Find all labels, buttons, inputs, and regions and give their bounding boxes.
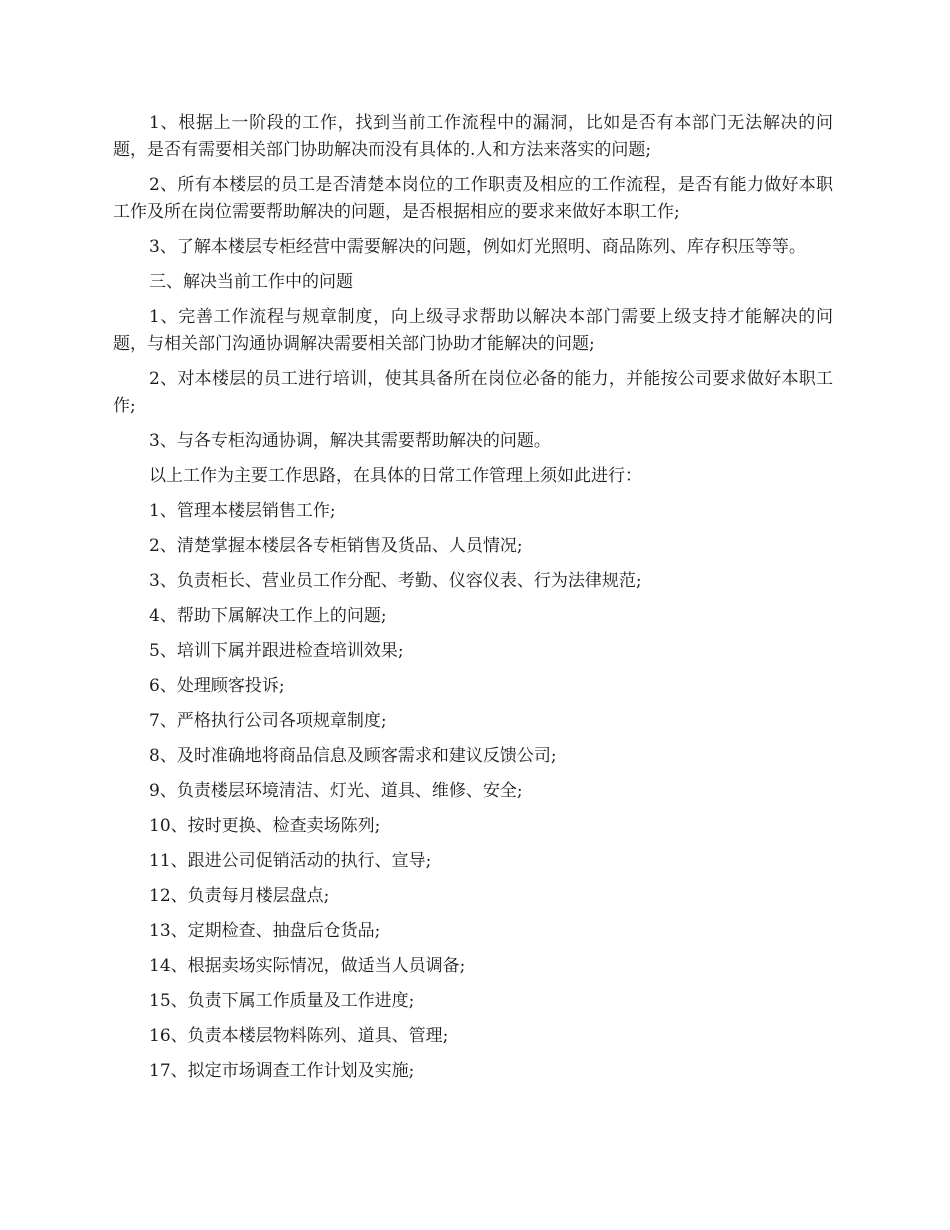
list-item: 16、负责本楼层物料陈列、道具、管理;: [149, 1026, 449, 1046]
list-item: 11、跟进公司促销活动的执行、宣导;: [149, 851, 432, 871]
paragraph: 以上工作为主要工作思路，在具体的日常工作管理上须如此进行：: [149, 466, 642, 486]
list-item: 7、严格执行公司各项规章制度;: [149, 711, 387, 731]
list-item: 10、按时更换、检查卖场陈列;: [149, 816, 381, 836]
list-item: 1、管理本楼层销售工作;: [149, 501, 336, 521]
list-item: 5、培训下属并跟进检查培训效果;: [149, 641, 404, 661]
paragraph: 2、对本楼层的员工进行培训，使其具备所在岗位必备的能力，并能按公司要求做好本职工作;: [113, 369, 833, 416]
list-item: 14、根据卖场实际情况，做适当人员调备;: [149, 956, 466, 976]
list-item: 9、负责楼层环境清洁、灯光、道具、维修、安全;: [149, 781, 523, 801]
paragraph: 3、了解本楼层专柜经营中需要解决的问题，例如灯光照明、商品陈列、库存积压等等。: [149, 237, 806, 257]
section-heading: 三、解决当前工作中的问题: [149, 272, 353, 292]
list-item: 6、处理顾客投诉;: [149, 676, 285, 696]
list-item: 12、负责每月楼层盘点;: [149, 886, 330, 906]
list-item: 3、负责柜长、营业员工作分配、考勤、仪容仪表、行为法律规范;: [149, 571, 642, 591]
list-item: 4、帮助下属解决工作上的问题;: [149, 606, 387, 626]
list-item: 8、及时准确地将商品信息及顾客需求和建议反馈公司;: [149, 746, 557, 766]
list-item: 13、定期检查、抽盘后仓货品;: [149, 921, 381, 941]
paragraph: 3、与各专柜沟通协调，解决其需要帮助解决的问题。: [149, 431, 551, 451]
paragraph: 1、完善工作流程与规章制度，向上级寻求帮助以解决本部门需要上级支持才能解决的问题，与相关部门沟通协调解决需要相关部门协助才能解决的问题;: [113, 307, 833, 354]
list-item: 2、清楚掌握本楼层各专柜销售及货品、人员情况;: [149, 536, 523, 556]
paragraph: 2、所有本楼层的员工是否清楚本岗位的工作职责及相应的工作流程，是否有能力做好本职工作及所在岗位需要帮助解决的问题，是否根据相应的要求来做好本职工作;: [113, 175, 833, 222]
list-item: 15、负责下属工作质量及工作进度;: [149, 991, 415, 1011]
document-body: [113, 110, 833, 1093]
paragraph: 1、根据上一阶段的工作，找到当前工作流程中的漏洞，比如是否有本部门无法解决的问题，是否有需要相关部门协助解决而没有具体的.人和方法来落实的问题;: [113, 113, 833, 160]
list-item: 17、拟定市场调查工作计划及实施;: [149, 1061, 415, 1081]
